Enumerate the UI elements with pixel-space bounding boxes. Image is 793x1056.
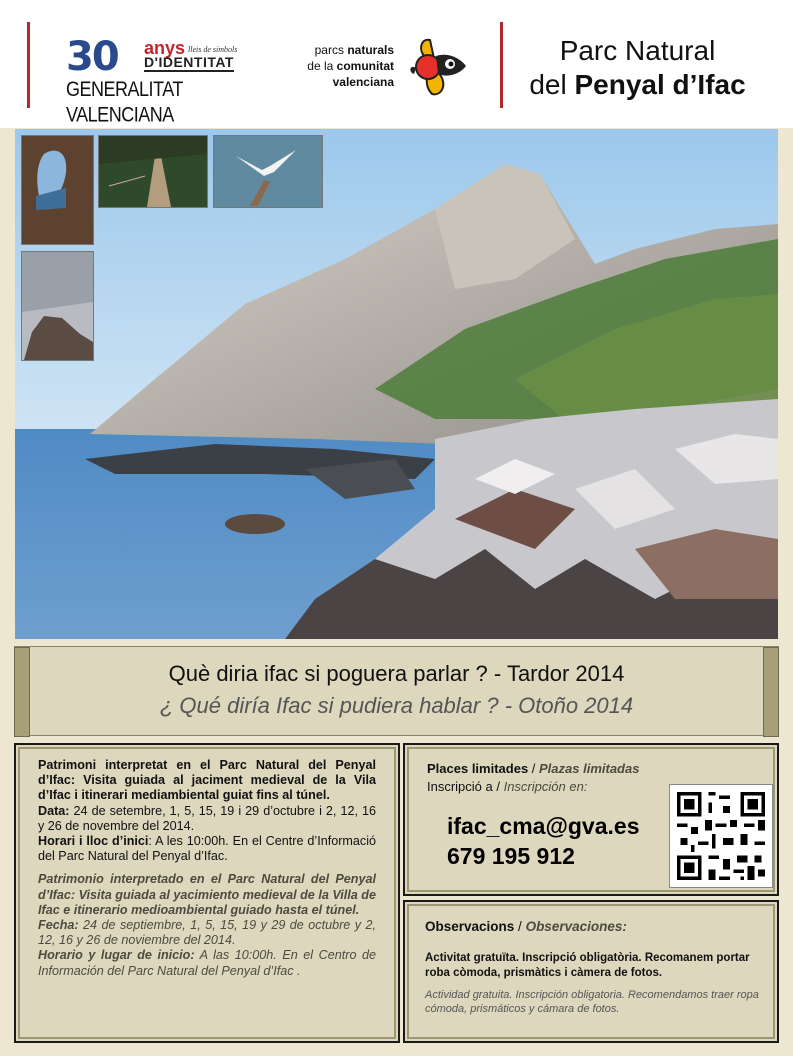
schedule-es: A las 10:00h. En el Centro de Información del Parc Natural del Penyal d’Ifac . (38, 948, 376, 978)
intro-es: Patrimonio interpretado en el Parc Natural del Penyal d’Ifac: Visita guiada al yacimiento medieval de la Villa de Ifac e itinerario medioambiental guiado hasta el túnel. (38, 872, 376, 917)
title-line-1: Parc Natural (559, 35, 716, 66)
puffin-icon (402, 34, 468, 98)
page-title (515, 34, 760, 102)
limited-places: Places limitades / Plazas limitadas (427, 761, 640, 776)
thumbnail-seagull (213, 135, 323, 208)
event-title-es: ¿ Qué diría Ifac si pudiera hablar ? - Otoño 2014 (159, 693, 634, 718)
title-line-2: del Penyal d’Ifac (529, 69, 746, 100)
intro-ca: Patrimoni interpretat en el Parc Natural del Penyal d’Ifac: Visita guiada al jaciment medieval de la Vila d’Ifac i itinerari mediambiental guiat fins al túnel. (38, 758, 376, 803)
logo-generalitat: GENERALITAT VALENCIANA (66, 77, 183, 127)
registration-box (403, 743, 779, 896)
logo-identitat: D'IDENTITAT (144, 54, 234, 70)
thumbnail-path (98, 135, 208, 208)
registration-label: Inscripció a / Inscripción en: (427, 779, 588, 794)
dates-ca: 24 de setembre, 1, 5, 15, 19 i 29 d’octubre i 2, 12, 16 y 26 de novembre del 2014. (38, 803, 376, 833)
qr-code-icon (670, 785, 772, 887)
hero-photo (15, 129, 778, 639)
contact-email-link[interactable]: ifac_cma@gva.es (447, 813, 640, 839)
description-es: Patrimonio interpretado en el Parc Natural del Penyal d’Ifac: Visita guiada al yacimiento medieval de la Villa de Ifac e itinerario medioambiental guiado hasta el túnel. Fecha: 24 de septiembre, 1, 5, 15, 19 y 29 de octubre y 2, 12, 16 y 26 de noviembre del 2014. Horario y lugar de inicio: A las 10:00h. En el Centro de Información del Parc Natural del Penyal d’Ifac . (38, 872, 376, 978)
parcs-naturals-logo (290, 42, 470, 102)
schedule-ca: : A les 10:00h. En el Centre d’Informació del Parc Natural del Penyal d’Ifac. (38, 834, 376, 864)
parcs-naturals-text: parcs naturals de la comunitat valenciana (307, 43, 394, 89)
event-title-ca: Què diria ifac si poguera parlar ? - Tardor 2014 (168, 661, 625, 686)
observations-text-es: Actividad gratuita. Inscripción obligatoria. Recomendamos traer ropa cómoda, prismáticos y cámara de fotos. (425, 989, 759, 1015)
observations-text-ca: Activitat gratuïta. Inscripció obligatòria. Recomanem portar roba còmoda, prismàtics i càmera de fotos. (425, 952, 750, 979)
observations-box (403, 900, 779, 1043)
header-divider (500, 22, 503, 108)
thumbnail-tunnel (21, 135, 94, 245)
description-ca: Patrimoni interpretat en el Parc Natural del Penyal d’Ifac: Visita guiada al jaciment medieval de la Vila d’Ifac i itinerari mediambiental guiat fins al túnel. Data: 24 de setembre, 1, 5, 15, 19 i 29 d’octubre i 2, 12, 16 y 26 de novembre del 2014. Horari i lloc d’inici: A les 10:00h. En el Centre d’Informació del Parc Natural del Penyal d’Ifac. (38, 758, 376, 864)
header-divider (27, 22, 30, 108)
observations-title: Observacions / Observaciones: (425, 919, 627, 934)
description-box (14, 743, 400, 1043)
logo-number: 30 (66, 34, 118, 80)
contact-phone[interactable]: 679 195 912 (447, 843, 575, 869)
generalitat-logo (66, 34, 256, 127)
logo-lleis: lleis de símbols (188, 45, 238, 54)
dates-es: 24 de septiembre, 1, 5, 15, 19 y 29 de octubre y 2, 12, 16 y 26 de noviembre del 2014. (38, 918, 376, 948)
logo-anys: anys (144, 38, 186, 58)
header (0, 0, 793, 128)
qr-code[interactable] (669, 784, 773, 888)
thumbnail-rock (21, 251, 94, 361)
event-banner (14, 646, 779, 736)
